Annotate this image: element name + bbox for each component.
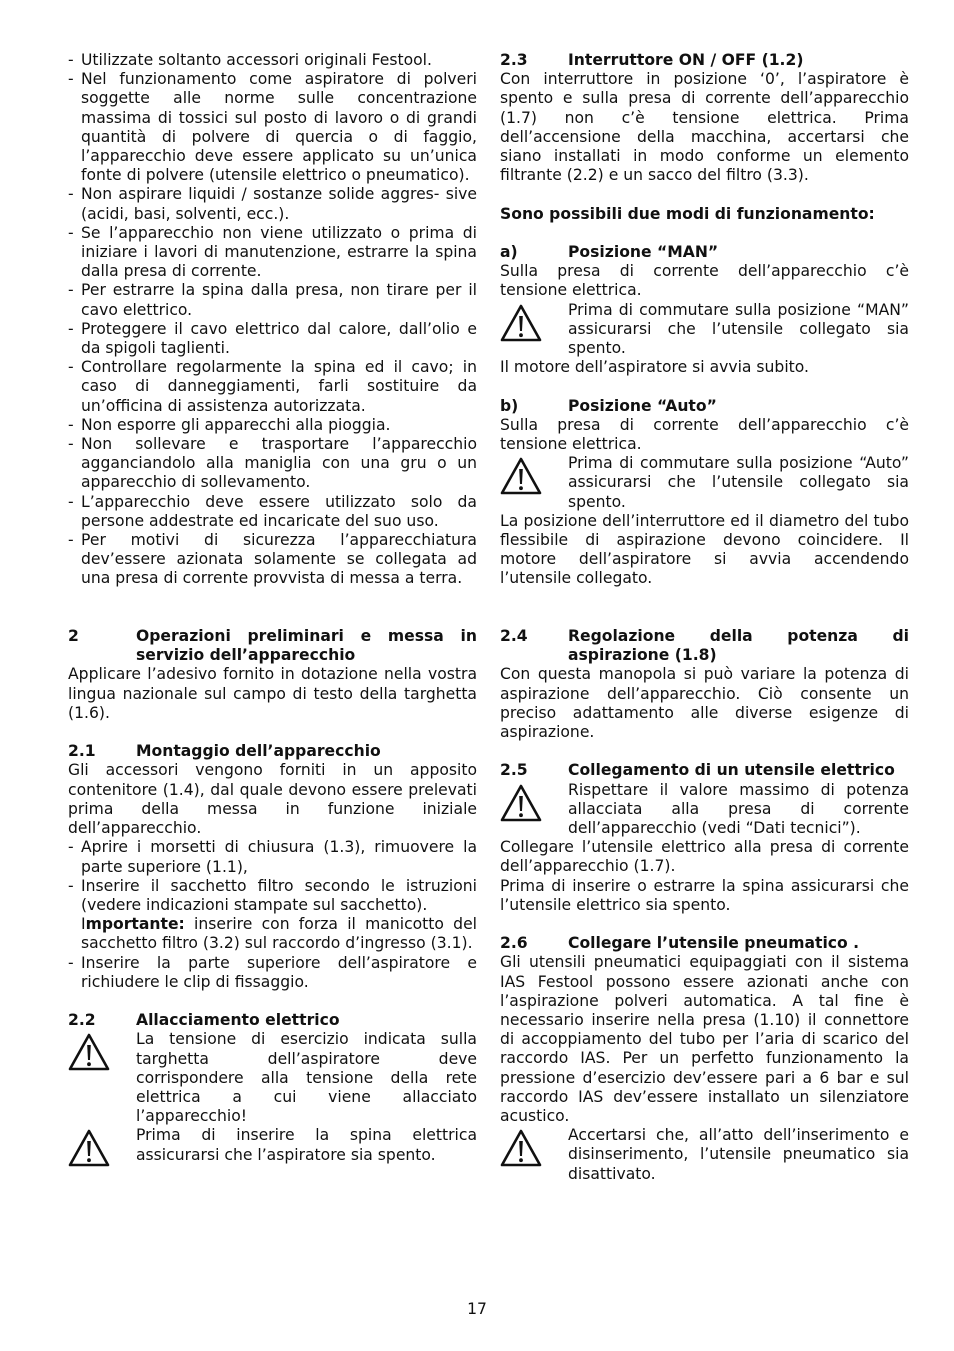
- section-title: Allacciamento elettrico: [136, 1011, 340, 1030]
- warning-text: Prima di commutare sulla posizione “MAN” assicurarsi che l’utensile collegato sia spento.: [568, 300, 909, 358]
- bullet-text: Non sollevare e trasportare l’apparecchio agganciandolo alla maniglia con una gru o un apparecchio di sollevamento.: [81, 435, 477, 492]
- section-number: 2.1: [68, 742, 96, 761]
- bullet-dash: -: [68, 70, 74, 89]
- list-item: [68, 493, 477, 531]
- warning-triangle-icon: [500, 1126, 568, 1164]
- bullet-text: Per motivi di sicurezza l’apparecchiatura dev’essere azionata solamente se collegata ad una presa di corrente provvista di messa a terra.: [81, 531, 477, 588]
- bullet-text: Non aspirare liquidi / sostanze solide aggres- sive (acidi, basi, solventi, ecc.).: [81, 185, 477, 223]
- section-title: Collegare l’utensile pneumatico .: [568, 934, 860, 953]
- warning-block: [68, 1126, 477, 1164]
- section-paragraph: Il motore dell’aspiratore si avvia subito.: [500, 358, 810, 377]
- spacer: [68, 992, 477, 1011]
- bullet-dash: -: [68, 531, 74, 550]
- list-item: [68, 877, 477, 954]
- section-heading-2-5: [500, 761, 909, 780]
- warning-text: Rispettare il valore massimo di potenza allacciata alla presa di corrente dell’apparecchio (vedi “Dati tecnici”).: [568, 780, 909, 838]
- section-paragraph: Prima di inserire o estrarre la spina assicurarsi che l’utensile elettrico sia spento.: [500, 876, 909, 914]
- section-heading-2-1: [68, 742, 477, 761]
- section-title: Interruttore ON / OFF (1.2): [568, 51, 804, 69]
- list-item: [68, 224, 477, 282]
- section-number: 2.5: [500, 761, 528, 780]
- spacer: [500, 224, 909, 243]
- bullet-dash: -: [68, 358, 74, 377]
- section-title: Collegamento di un utensile elettrico: [568, 761, 895, 780]
- list-item: [68, 185, 477, 223]
- section-heading-2-6: [500, 934, 909, 953]
- warning-text: La tensione di esercizio indicata sulla targhetta dell’aspiratore deve corrispondere alla tensione della rete elettrica a cui viene allacciato l’apparecchio!: [136, 1030, 477, 1126]
- page-number: 17: [467, 1300, 487, 1318]
- section-paragraph: Collegare l’utensile elettrico alla presa di corrente dell’apparecchio (1.7).: [500, 838, 909, 876]
- bullet-text: Utilizzate soltanto accessori originali Festool.: [81, 51, 432, 69]
- section-number: 2: [68, 627, 79, 646]
- spacer: [500, 589, 909, 627]
- list-item: [68, 531, 477, 589]
- warning-block: [500, 781, 909, 839]
- section-paragraph: La posizione dell’interruttore ed il diametro del tubo flessibile di aspirazione devono coincidere. Il motore dell’aspiratore si avvia accendendo l’utensile collegato.: [500, 511, 909, 588]
- subsection-heading-a: [500, 243, 909, 262]
- list-item: [68, 320, 477, 358]
- bullet-dash: -: [68, 435, 74, 454]
- warning-triangle-icon: [68, 1030, 136, 1068]
- section-number: 2.3: [500, 51, 528, 69]
- warning-triangle-icon: [500, 781, 568, 819]
- warning-block: [68, 1030, 477, 1126]
- list-item: [68, 416, 477, 435]
- section-paragraph: Sulla presa di corrente dell’apparecchio c’è tensione elettrica.: [500, 262, 909, 300]
- spacer: [68, 589, 477, 627]
- section-title: Regolazione della potenza di aspirazione (1.8): [568, 627, 909, 665]
- warning-text: Accertarsi che, all’atto dell’inserimento e disinserimento, l’utensile pneumatico sia disattivato.: [568, 1126, 909, 1183]
- section-paragraph: Sulla presa di corrente dell’apparecchio c’è tensione elettrica.: [500, 415, 909, 454]
- section-number: 2.6: [500, 934, 528, 953]
- warning-text: Prima di inserire la spina elettrica assicurarsi che l’aspiratore sia spento.: [136, 1126, 477, 1164]
- subsection-heading-b: [500, 397, 909, 416]
- section-heading-2-4: [500, 627, 909, 665]
- section-heading-2-3: [500, 51, 909, 70]
- list-item: [68, 70, 477, 185]
- left-column: [68, 51, 477, 1165]
- warning-block: [500, 301, 909, 359]
- spacer: [500, 377, 909, 396]
- bullet-dash: -: [68, 223, 74, 242]
- warning-triangle-icon: [500, 454, 568, 492]
- bullet-dash: -: [68, 185, 74, 204]
- list-item: [68, 358, 477, 416]
- bullet-dash: -: [68, 51, 74, 69]
- warning-triangle-icon: [68, 1126, 136, 1164]
- bullet-dash: -: [68, 281, 74, 300]
- section-title: Montaggio dell’apparecchio: [136, 742, 381, 761]
- list-item: [68, 435, 477, 493]
- subsection-label: b): [500, 396, 519, 415]
- section-number: 2.2: [68, 1011, 96, 1030]
- section-paragraph: Con interruttore in posizione ‘0’, l’aspiratore è spento e sulla presa di corrente dell’apparecchio (1.7) non c’è tensione elettrica. Prima dell’accensione della macchina, accertarsi che siano installati in modo conforme un elemento filtrante (2.2) e un sacco del filtro (3.3).: [500, 70, 909, 185]
- bullet-dash: -: [68, 838, 74, 857]
- modes-heading: Sono possibili due modi di funzionamento:: [500, 204, 875, 223]
- bullet-text: Non esporre gli apparecchi alla pioggia.: [81, 415, 391, 434]
- section-paragraph: Applicare l’adesivo fornito in dotazione nella vostra lingua nazionale sul campo di testo della targhetta (1.6).: [68, 665, 477, 722]
- bullet-text: Aprire i morsetti di chiusura (1.3), rimuovere la parte superiore (1.1),: [81, 838, 477, 876]
- section-heading-2-2: [68, 1011, 477, 1030]
- bullet-text: Proteggere il cavo elettrico dal calore, dall’olio e da spigoli taglienti.: [81, 319, 477, 358]
- warning-text: Prima di commutare sulla posizione “Auto” assicurarsi che l’utensile collegato sia spento.: [568, 454, 909, 511]
- section-number: 2.4: [500, 627, 528, 646]
- bullet-text: Inserire la parte superiore dell’aspiratore e richiudere le clip di fissaggio.: [81, 953, 477, 991]
- warning-block: [500, 1126, 909, 1184]
- bullet-text-part: Inserire il sacchetto filtro secondo le istruzioni (vedere indicazioni stampate sul sacchetto).: [81, 876, 477, 914]
- important-text: inserire con forza il manicotto del sacchetto filtro (3.2) sul raccordo d’ingresso (3.1).: [81, 915, 477, 953]
- spacer: [500, 915, 909, 934]
- right-column: [500, 51, 909, 1184]
- subsection-title: Posizione “MAN”: [568, 243, 719, 261]
- section-title: Operazioni preliminari e messa in servizio dell’apparecchio: [136, 627, 477, 665]
- bullet-dash: -: [68, 319, 74, 338]
- section-paragraph: Gli accessori vengono forniti in un apposito contenitore (1.4), dal quale devono essere prelevati prima della messa in funzione iniziale dell’apparecchio.: [68, 761, 477, 838]
- important-initial: I: [81, 915, 86, 934]
- bullet-dash: -: [68, 415, 74, 434]
- list-item: [68, 838, 477, 876]
- bullet-text: Se l’apparecchio non viene utilizzato o prima di iniziare i lavori di manutenzione, estrarre la spina dalla presa di corrente.: [81, 223, 477, 281]
- section-paragraph: Gli utensili pneumatici equipaggiati con il sistema IAS Festool possono essere azionati anche con l’aspirazione polveri automatica. A tal fine è necessario inserire nella presa (1.10) il connettore di accoppiamento del tubo per l’aria di scarico del raccordo IAS. Per un perfetto funzionamento la pressione d’esercizio dev’essere pari a 6 bar e sul raccordo IAS dev’essere installato un silenziatore acustico.: [500, 953, 909, 1126]
- bullet-dash: -: [68, 953, 74, 972]
- spacer: [500, 742, 909, 761]
- spacer: [68, 723, 477, 742]
- list-item: [68, 51, 477, 70]
- spacer: [500, 185, 909, 204]
- bullet-text: Controllare regolarmente la spina ed il cavo; in caso di danneggiamenti, farli sostituire da un’officina di assistenza autorizzata.: [81, 358, 477, 415]
- warning-triangle-icon: [500, 301, 568, 339]
- bullet-text: Nel funzionamento come aspiratore di polveri soggette alle norme sulle concentrazione massima di tossici sul posto di lavoro o di grandi quantità di polvere di quercia o di faggio, l’apparecchio deve essere applicato su un’unica fonte di polvere (utensile elettrico o pneumatico).: [81, 70, 477, 185]
- subsection-title: Posizione “Auto”: [568, 396, 717, 415]
- list-item: [68, 954, 477, 992]
- warning-block: [500, 454, 909, 512]
- bullet-text: Per estrarre la spina dalla presa, non tirare per il cavo elettrico.: [81, 281, 477, 319]
- bullet-dash: -: [68, 492, 74, 511]
- section-heading-2: [68, 627, 477, 665]
- list-item: [68, 281, 477, 319]
- important-label: mportante:: [85, 915, 185, 934]
- bullet-text: L’apparecchio deve essere utilizzato solo da persone addestrate ed incaricate del suo uso.: [81, 492, 477, 530]
- subsection-label: a): [500, 243, 518, 261]
- bullet-dash: -: [68, 876, 74, 895]
- bullet-text: [81, 877, 477, 954]
- section-paragraph: Con questa manopola si può variare la potenza di aspirazione dell’apparecchio. Ciò consente un preciso adattamento alle diverse esigenze di aspirazione.: [500, 665, 909, 742]
